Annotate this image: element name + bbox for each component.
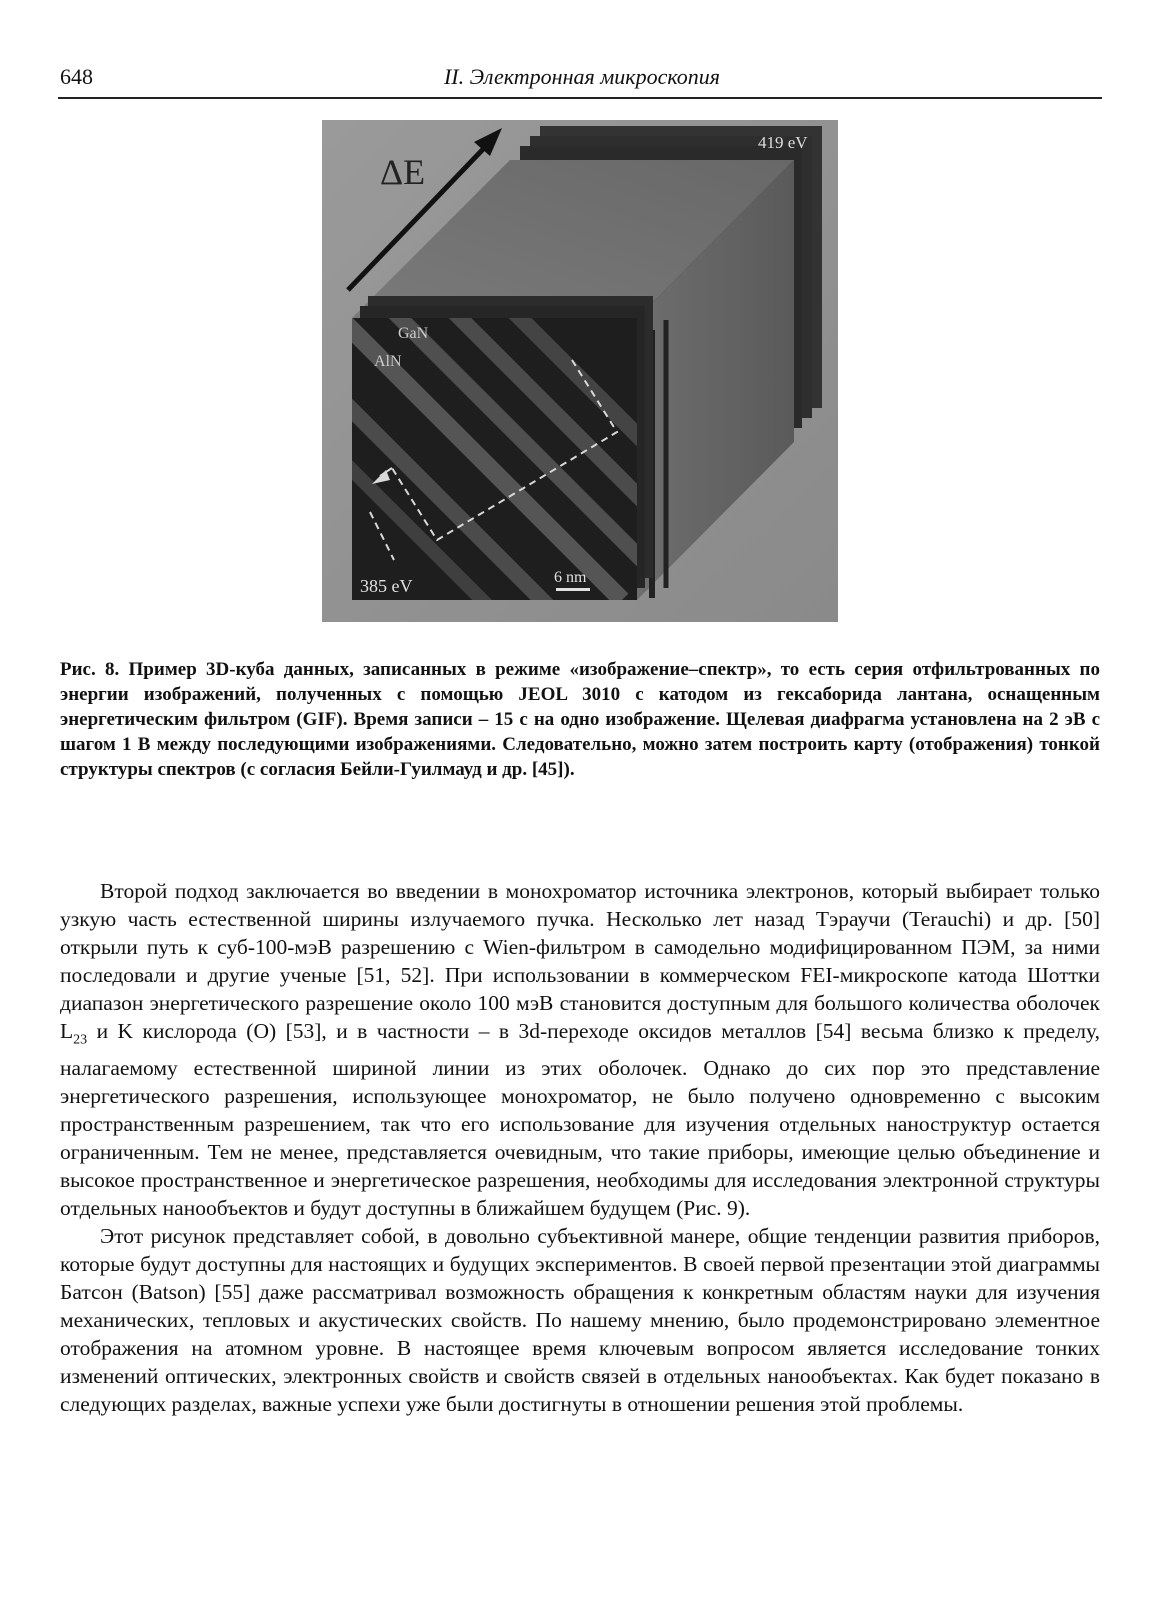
delta-e-label: ΔE (380, 152, 426, 192)
running-title: II. Электронная микроскопия (443, 64, 721, 89)
paragraph (60, 877, 1100, 1222)
aln-label: AlN (374, 353, 402, 370)
caption-label: Рис. 8. (60, 659, 120, 680)
figure-3d-data-cube (322, 120, 838, 622)
gan-label: GaN (398, 325, 429, 342)
scale-bar (556, 588, 590, 591)
scale-bar-label: 6 nm (554, 569, 587, 586)
figure-caption (60, 657, 1100, 782)
data-cube-image (322, 120, 838, 622)
page-number: 648 (60, 64, 93, 89)
top-energy-label: 419 eV (758, 133, 808, 152)
paragraph-text: и K кислорода (O) [53], и в частности – в 3d-переходе оксидов металлов [54] весьма близко к пределу, налагаемому естественной шириной линии из этих оболочек. Однако до сих пор это представление энергетического разрешения, использующее монохроматор, не было получено одновременно с высоким пространственным разрешением, так что его использование для изучения отдельных наноструктур остается ограниченным. Тем не менее, представляется очевидным, что такие приборы, имеющие целью объединение и высокое пространственное и энергетическое разрешения, необходимы для исследования электронной структуры отдельных нанообъектов и будут доступны в ближайшем будущем (Рис. 9). (60, 1019, 1100, 1221)
caption-text: Пример 3D-куба данных, записанных в режиме «изображение–спектр», то есть серия отфильтрованных по энергии изображений, полученных с помощью JEOL 3010 с катодом из гексаборида лантана, оснащенным энергетическим фильтром (GIF). Время записи – 15 с на одно изображение. Щелевая диафрагма установлена на 2 эВ с шагом 1 В между последующими изображениями. Следовательно, можно затем построить карту (отображения) тонкой структуры спектров (с согласия Бейли-Гуилмауд и др. [45]). (60, 659, 1100, 780)
paragraph: Этот рисунок представляет собой, в довольно субъективной манере, общие тенденции развития приборов, которые будут доступны для настоящих и будущих экспериментов. В своей первой презентации этой диаграммы Батсон (Batson) [55] даже рассматривал возможность обращения к конкретным областям науки для изучения механических, тепловых и акустических свойств. По нашему мнению, было продемонстрировано элементное отображения на атомном уровне. В настоящее время ключевым вопросом является исследование тонких изменений оптических, электронных свойств и свойств связей в отдельных нанообъектах. Как будет показано в следующих разделах, важные успехи уже были достигнуты в отношении решения этой проблемы. (60, 1224, 1100, 1417)
bottom-energy-label: 385 eV (360, 576, 413, 596)
header-rule (58, 97, 1102, 99)
body-text (60, 877, 1100, 1418)
paragraph-text: Второй подход заключается во введении в монохроматор источника электронов, который выбирает только узкую часть естественной ширины излучаемого пучка. Несколько лет назад Тэраучи (Terauchi) и др. [50] открыли путь к суб-100-мэВ разрешению с Wien-фильтром в самодельно модифицированном ПЭМ, за ними последовали и другие ученые [51, 52]. При использовании в коммерческом FEI-микроскопе катода Шоттки диапазон энергетического разрешение около 100 мэВ становится доступным для большого количества оболочек L (60, 879, 1100, 1043)
subscript: 23 (73, 1032, 88, 1048)
